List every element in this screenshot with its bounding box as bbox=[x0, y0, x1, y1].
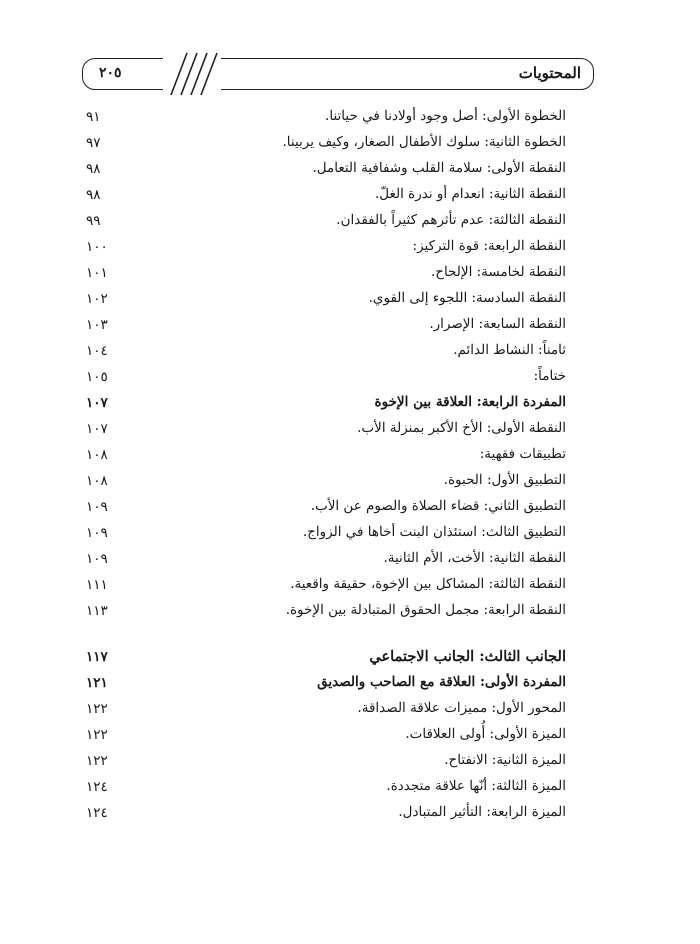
toc-entry bbox=[86, 339, 566, 365]
toc-entry bbox=[86, 749, 566, 775]
toc-entry bbox=[86, 391, 566, 417]
toc-entry-page: ١٠٩ bbox=[86, 525, 108, 541]
toc-entry bbox=[86, 417, 566, 443]
toc-entry-page: ١٠٠ bbox=[86, 239, 108, 255]
toc-entry bbox=[86, 645, 566, 671]
toc-entry-title: التطبيق الثاني: قضاء الصلاة والصوم عن الأب. bbox=[310, 498, 566, 514]
toc-entry-page: ١٠٧ bbox=[86, 421, 108, 437]
toc-entry-page: ١٠٧ bbox=[86, 395, 108, 411]
toc-entry-page: ٩٨ bbox=[86, 161, 101, 177]
toc-entry bbox=[86, 521, 566, 547]
toc-entry-title: المفردة الرابعة: العلاقة بين الإخوة bbox=[374, 394, 566, 410]
toc-entry-title: النقطة الأولى: الأخ الأكبر بمنزلة الأب. bbox=[357, 420, 566, 436]
toc-entry-page: ١٠٨ bbox=[86, 447, 108, 463]
toc-entry-page: ١٠١ bbox=[86, 265, 108, 281]
toc-entry bbox=[86, 443, 566, 469]
toc-entry bbox=[86, 365, 566, 391]
toc-entry-page: ١٠٢ bbox=[86, 291, 108, 307]
toc-entry-page: ١١٧ bbox=[86, 649, 108, 665]
header-page-number: ٢٠٥ bbox=[99, 65, 122, 81]
toc-entry-page: ٩١ bbox=[86, 109, 101, 125]
toc-entry bbox=[86, 495, 566, 521]
toc-entry bbox=[86, 573, 566, 599]
toc-entry bbox=[86, 313, 566, 339]
toc-entry-page: ١٢٢ bbox=[86, 701, 108, 717]
toc-entry-title: التطبيق الأول: الحبوة. bbox=[443, 472, 566, 488]
toc-entry bbox=[86, 671, 566, 697]
toc-entry-title: النقطة الرابعة: مجمل الحقوق المتبادلة بين الإخوة. bbox=[285, 602, 566, 618]
toc-entry-title: النقطة الثالثة: عدم تأثرهم كثيراً بالفقدان. bbox=[336, 212, 566, 228]
header-title: المحتويات bbox=[518, 64, 581, 82]
toc-entry bbox=[86, 697, 566, 723]
toc-entry-page: ١٠٩ bbox=[86, 551, 108, 567]
toc-entry bbox=[86, 801, 566, 827]
toc-entry-page: ٩٧ bbox=[86, 135, 101, 151]
toc-entry-page: ١٢٢ bbox=[86, 727, 108, 743]
toc-entry-page: ١١٣ bbox=[86, 603, 108, 619]
toc-entry-page: ١١١ bbox=[86, 577, 108, 593]
toc-entry-title: الخطوة الثانية: سلوك الأطفال الصغار، وكيف يربينا. bbox=[282, 134, 566, 150]
toc-entry-page: ١٠٨ bbox=[86, 473, 108, 489]
toc-entry-page: ١٢٤ bbox=[86, 805, 108, 821]
toc-entry-title: الخطوة الأولى: أصل وجود أولادنا في حياتنا. bbox=[325, 108, 566, 124]
toc-entry-title: الميزة الثانية: الانفتاح. bbox=[444, 752, 566, 768]
toc-entry-page: ٩٨ bbox=[86, 187, 101, 203]
toc-entry-title: الميزة الأولى: أُولى العلاقات. bbox=[405, 726, 566, 742]
toc-entry-title: النقطة الرابعة: قوة التركيز: bbox=[412, 238, 566, 254]
toc-entry-title: النقطة الأولى: سلامة القلب وشفافية التعامل. bbox=[312, 160, 566, 176]
toc-entry-title: النقطة السادسة: اللجوء إلى القوي. bbox=[368, 290, 566, 306]
toc-entry-title: النقطة السابعة: الإصرار. bbox=[429, 316, 566, 332]
toc-entry-title: النقطة الثالثة: المشاكل بين الإخوة، حقيقة واقعية. bbox=[290, 576, 566, 592]
toc-entry-page: ١٢١ bbox=[86, 675, 108, 691]
toc-entry-page: ٩٩ bbox=[86, 213, 101, 229]
toc-entry-title: النقطة الثانية: انعدام أو ندرة الغلّ. bbox=[374, 186, 566, 202]
toc-entry-title: الجانب الثالث: الجانب الاجتماعي bbox=[369, 648, 566, 665]
toc-entry bbox=[86, 287, 566, 313]
toc-entry bbox=[86, 547, 566, 573]
toc-entry bbox=[86, 469, 566, 495]
toc-entry bbox=[86, 235, 566, 261]
running-header bbox=[82, 58, 594, 90]
toc-entry-page: ١٠٤ bbox=[86, 343, 108, 359]
toc-entry-page: ١٢٢ bbox=[86, 753, 108, 769]
toc-entry-title: النقطة الثانية: الأخت، الأم الثانية. bbox=[383, 550, 566, 566]
toc-entry-title: التطبيق الثالث: استئذان البنت أخاها في الزواج. bbox=[302, 524, 566, 540]
toc-entry-title: الميزة الثالثة: أنّها علاقة متجددة. bbox=[386, 778, 566, 794]
toc-entry-title: تطبيقات فقهية: bbox=[479, 446, 566, 462]
toc-entry bbox=[86, 261, 566, 287]
toc-entry bbox=[86, 723, 566, 749]
toc-entry-page: ١٢٤ bbox=[86, 779, 108, 795]
slash-ornament-icon bbox=[163, 49, 221, 99]
toc-entry-title: المحور الأول: مميزات علاقة الصداقة. bbox=[357, 700, 566, 716]
toc-entry-title: الميزة الرابعة: التأثير المتبادل. bbox=[398, 804, 566, 820]
toc-entry bbox=[86, 599, 566, 625]
toc-entry-page: ١٠٩ bbox=[86, 499, 108, 515]
toc-entry-title: ثامناً: النشاط الدائم. bbox=[453, 342, 566, 358]
toc-entry bbox=[86, 157, 566, 183]
toc-entry bbox=[86, 183, 566, 209]
toc-entry-title: النقطة لخامسة: الإلحاح. bbox=[430, 264, 566, 280]
toc-entry-title: ختاماً: bbox=[533, 368, 566, 384]
toc-entry-page: ١٠٥ bbox=[86, 369, 108, 385]
toc-entry bbox=[86, 209, 566, 235]
toc-entry bbox=[86, 105, 566, 131]
toc-entry-page: ١٠٣ bbox=[86, 317, 108, 333]
toc-entry bbox=[86, 131, 566, 157]
toc-entry-title: المفردة الأولى: العلاقة مع الصاحب والصديق bbox=[317, 674, 566, 690]
toc-entry bbox=[86, 775, 566, 801]
